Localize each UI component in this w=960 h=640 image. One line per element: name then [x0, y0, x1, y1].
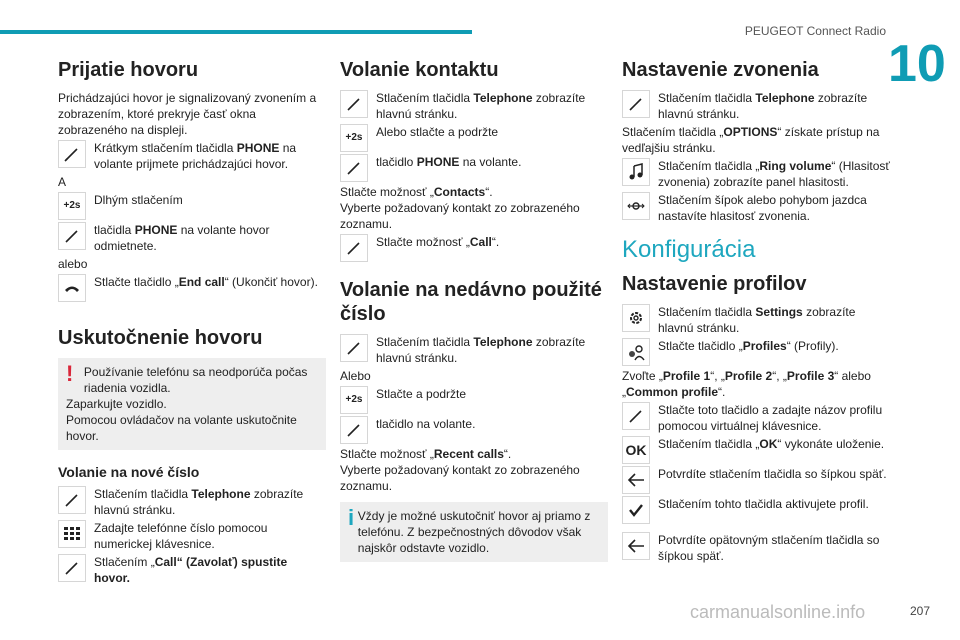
step: +2s Alebo stlačte a podržte	[340, 124, 608, 152]
step: Stlačte toto tlačidlo a zadajte názov profilu pomocou virtuálnej klávesnice.	[622, 402, 890, 434]
step: +2s Dlhým stlačením	[58, 192, 326, 220]
column-3: Nastavenie zvonenia Stlačením tlačidla Telephone zobrazíte hlavnú stránku. Stlačením tlačidla „OPTIONS“ získate prístup na vedľajšiu stránku. Stlačením tlačidla „Ring volume“ (Hlasitosť zvonenia) zobrazíte panel hlasitosti. Stlačením šípok alebo pohybom jazdca nastavíte hlasitosť zvonenia. Konfigurácia Nastavenie profilov Stlačením tlačidla Settings zobrazíte hlavnú stránku. Stlačte tlačidlo „Profiles“ (Profily). Zvoľte „Profile 1“, „Profile 2“, „Profile 3“ alebo „Common profile“. Stlačte toto tlačidlo a zadajte názov profilu pomocou virtuálnej klávesnice. OK Stlačením tlačidla „OK“ vykonáte uloženie. Potvrdíte stlačením tlačidla so šípkou späť. Stlačením tohto tlačidla aktivujete profil. Potvrdíte opätovným stlačením tlačidla so šípkou späť.	[622, 59, 890, 563]
pencil-icon	[58, 554, 86, 582]
column-1	[58, 56, 326, 588]
keypad-icon	[58, 520, 86, 548]
pencil-icon	[622, 402, 650, 430]
pencil-icon	[340, 234, 368, 262]
pencil-icon	[340, 334, 368, 362]
step: +2s Stlačte a podržte	[340, 386, 608, 414]
step: Potvrdíte opätovným stlačením tlačidla so šípkou späť.	[622, 532, 890, 564]
info-box: i Vždy je možné uskutočniť hovor aj priamo z telefónu. Z bezpečnostných dôvodov však najskôr odstavte vozidlo.	[340, 502, 608, 562]
heading-call-contact: Volanie kontaktu	[340, 59, 499, 81]
warning-icon: !	[66, 361, 74, 386]
back-arrow-icon	[622, 532, 650, 560]
chapter-number: 10	[888, 35, 946, 93]
gear-icon	[622, 304, 650, 332]
step: Stlačením šípok alebo pohybom jazdca nastavíte hlasitosť zvonenia.	[622, 192, 890, 224]
step: tlačidlo na volante.	[340, 416, 608, 444]
step: OK Stlačením tlačidla „OK“ vykonáte uloženie.	[622, 436, 890, 464]
heading-outgoing-call: Uskutočnenie hovoru	[58, 327, 263, 349]
step: Stlačte tlačidlo „Profiles“ (Profily).	[622, 338, 890, 366]
info-icon: i	[348, 505, 355, 530]
step: Stlačte tlačidlo „End call“ (Ukončiť hovor).	[58, 274, 326, 302]
warning-box: ! Používanie telefónu sa neodporúča počas riadenia vozidla. Zaparkujte vozidlo. Pomocou ovládačov na volante uskutočnite hovor.	[58, 358, 326, 450]
step: Stlačením tlačidla Telephone zobrazíte hlavnú stránku.	[340, 90, 608, 122]
pencil-icon	[340, 90, 368, 118]
slider-icon	[622, 192, 650, 220]
header-title: PEUGEOT Connect Radio	[744, 24, 886, 38]
heading-new-number: Volanie na nové číslo	[58, 464, 200, 480]
step: Stlačením tlačidla Settings zobrazíte hlavnú stránku.	[622, 304, 890, 336]
step: Krátkym stlačením tlačidla PHONE na volante prijmete prichádzajúci hovor.	[58, 140, 326, 172]
step: Stlačením tohto tlačidla aktivujete profil.	[622, 496, 890, 524]
and-label: A	[58, 175, 67, 189]
page-number: 207	[909, 604, 930, 618]
column-2: Volanie kontaktu Stlačením tlačidla Telephone zobrazíte hlavnú stránku. +2s Alebo stlačte a podržte tlačidlo PHONE na volante. Stlačte možnosť „Contacts“. Vyberte požadovaný kontakt zo zobrazeného zoznamu. Stlačte možnosť „Call“. Volanie na nedávno použité číslo Stlačením tlačidla Telephone zobrazíte hlavnú stránku. Alebo +2s Stlačte a podržte tlačidlo na volante. Stlačte možnosť „Recent calls“. Vyberte požadovaný kontakt zo zobrazeného zoznamu. i Vždy je možné uskutočniť hovor aj priamo z telefónu. Z bezpečnostných dôvodov však najskôr odstavte vozidlo.	[340, 56, 608, 566]
pencil-icon	[340, 154, 368, 182]
incoming-intro: Prichádzajúci hovor je signalizovaný zvonením a zobrazením, ktoré prekryje časť okna zobrazeného na displeji.	[58, 91, 317, 137]
step: Stlačením tlačidla Telephone zobrazíte hlavnú stránku.	[58, 486, 326, 518]
pencil-icon	[58, 140, 86, 168]
step: Stlačte možnosť „Call“.	[340, 234, 608, 262]
pencil-icon	[340, 416, 368, 444]
header-accent-bar	[0, 30, 472, 34]
hang-up-icon	[58, 274, 86, 302]
pencil-icon	[58, 486, 86, 514]
pencil-icon	[58, 222, 86, 250]
music-note-icon	[622, 158, 650, 186]
pencil-icon	[622, 90, 650, 118]
checkmark-icon	[622, 496, 650, 524]
profiles-icon	[622, 338, 650, 366]
step: tlačidlo PHONE na volante.	[340, 154, 608, 182]
heading-recent-number: Volanie na nedávno použité číslo	[340, 279, 602, 325]
step: Zadajte telefónne číslo pomocou numerickej klávesnice.	[58, 520, 326, 552]
heading-profiles: Nastavenie profilov	[622, 273, 807, 295]
plus-2s-icon: +2s	[58, 192, 86, 220]
step: Potvrdíte stlačením tlačidla so šípkou späť.	[622, 466, 890, 494]
plus-2s-icon: +2s	[340, 124, 368, 152]
watermark: carmanualsonline.info	[690, 602, 866, 622]
ok-icon: OK	[622, 436, 650, 464]
or-label: alebo	[58, 257, 88, 271]
step: Stlačením tlačidla Telephone zobrazíte hlavnú stránku.	[622, 90, 890, 122]
heading-configuration: Konfigurácia	[622, 236, 756, 263]
step: Stlačením tlačidla „Ring volume“ (Hlasitosť zvonenia) zobrazíte panel hlasitosti.	[622, 158, 890, 190]
step: Stlačením „Call“ (Zavolať) spustite hovor.	[58, 554, 326, 586]
plus-2s-icon: +2s	[340, 386, 368, 414]
heading-ring-settings: Nastavenie zvonenia	[622, 59, 819, 81]
step: tlačidla PHONE na volante hovor odmietnete.	[58, 222, 326, 254]
heading-incoming-call: Prijatie hovoru	[58, 59, 199, 81]
step: Stlačením tlačidla Telephone zobrazíte hlavnú stránku.	[340, 334, 608, 366]
back-arrow-icon	[622, 466, 650, 494]
